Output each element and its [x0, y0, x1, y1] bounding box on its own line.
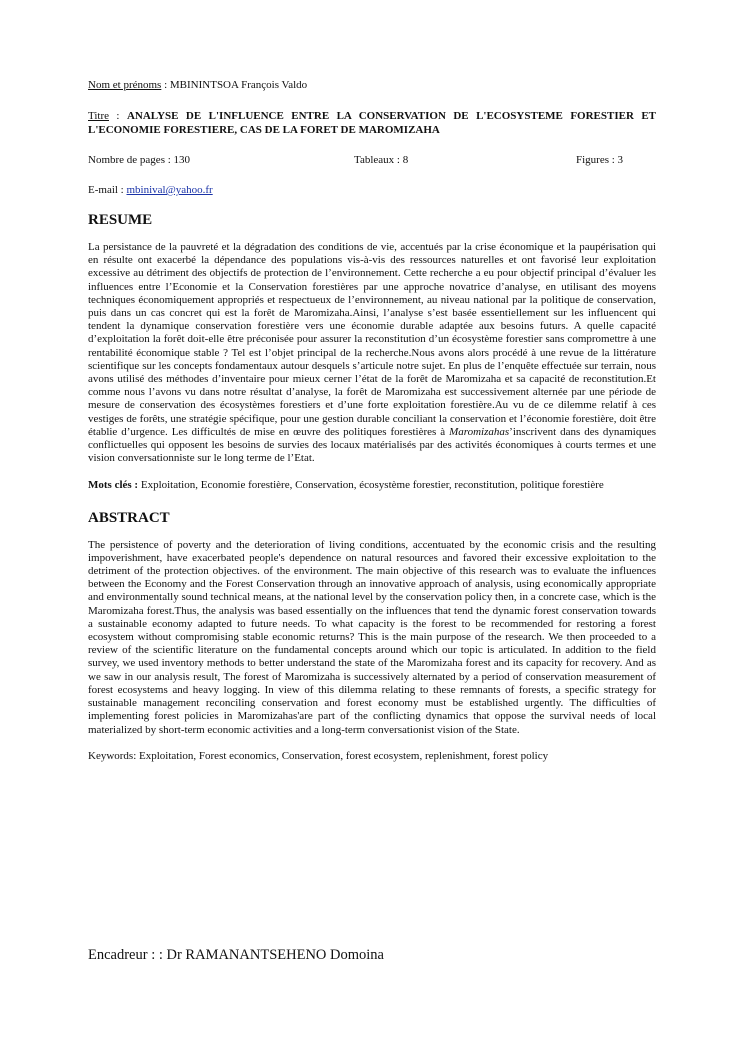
page-count: Nombre de pages : 130: [88, 154, 191, 166]
title-line: [88, 109, 656, 137]
document-page: [88, 78, 656, 763]
title-separator: :: [109, 110, 127, 122]
thesis-title: ANALYSE DE L'INFLUENCE ENTRE LA CONSERVATION DE L'ECOSYSTEME FORESTIER ET L'ECONOMIE FORESTIERE, CAS DE LA FORET DE MAROMIZAHA: [88, 110, 656, 136]
author-name: MBININTSOA François Valdo: [169, 79, 308, 91]
supervisor-line: Encadreur : : Dr RAMANANTSEHENO Domoina: [88, 947, 384, 963]
resume-text: [88, 241, 656, 465]
keywords-fr: [88, 479, 656, 492]
resume-text-part1: La persistance de la pauvreté et la dégradation des conditions de vie, accentués par la crise économique et la paupérisation qui en résulte ont exacerbé la dépendance des populations vis-à-vis des ressources naturelles et ont favorisé leur exploitation excessive au détriment des objectifs de protection de l’environnement. Cette recherche a eu pour objectif principal d’évaluer les influences entre l’Economie et la Conservation forestières par une approche novatrice d’analyse, en utilisant des moyens techniques économiquement appropriés et respectueux de l’environnement, au niveau national par la politique de conservation, puis dans un cas concret qui est la forêt de Maromizaha.Ainsi, l’analyse s’est basée essentiellement sur les influencent qui tendent la dynamique conservation forestière vers une économie durable adaptée aux besoins futurs. A quelle capacité d’exploitation la forêt doit-elle être préconisée pour assurer la reconstitution d’un écosystème forestier sans compromettre à une rentabilité économique stable ? Tel est l’objet principal de la recherche.Nous avons alors procédé à une revue de la littérature scientifique sur les concepts fondamentaux autour desquels s’articule notre sujet. En plus de l’enquête effectuée sur terrain, nous avons utilisé des méthodes d’inventaire pour mieux cerner l’état de la forêt de Maromizaha et sa capacité de reconstitution.Et comme nous l’avons vu dans notre résultat d’analyse, la forêt de Maromizaha est successivement alternée par une période de mesure de conservation des écosystèmes forestiers et d’une forte exploitation forestière.Au vu de ce dilemme relatif à ces vestiges de forêts, une stratégie spécifique, pour une gestion durable conciliant la conservation et l’économie forestière, doit être établie d’urgence. Les difficultés de mise en œuvre des politiques forestières à: [88, 241, 656, 438]
keywords-fr-value: Exploitation, Economie forestière, Conservation, écosystème forestier, reconstitution, politique forestière: [138, 479, 604, 492]
title-label: Titre: [88, 110, 109, 122]
keywords-en: Keywords: Exploitation, Forest economics, Conservation, forest ecosystem, replenishment, forest policy: [88, 749, 549, 762]
abstract-text: The persistence of poverty and the deterioration of living conditions, accentuated by the economic crisis and the resulting impoverishment, have exacerbated people's dependence on natural resources and favored their excessive exploitation to the detriment of the protection objectives. of the environment. The main objective of this research was to evaluate the influences between the Economy and the Forest Conservation through an innovative approach of analysis, using economically appropriate and environmentally sound technical means, at the national level by the conservation policy then, in a concrete case, which is the Maromizaha forest.Thus, the analysis was based essentially on the influences that tend the dynamic forest conservation towards a sustainable economy adapted to future needs. To what capacity is the forest to be recommended for restoring a forest ecosystem without compromising stable economic returns? This is the main purpose of the research. We then proceeded to a review of the scientific literature on the fundamental concepts around which our topic is articulated. In addition to the field survey, we used inventory methods to better understand the state of the Maromizaha forest and its capacity for recovery. And as we saw in our analysis result, The forest of Maromizaha is successively alternated by a period of conservation measurement of forest ecosystems and heavy logging. In view of this dilemma relating to these remnants of forests, a specific strategy for sustainable management reconciling conservation and forest economy must be established urgently. The difficulties of implementing forest policies in Maromizahas'are part of the conflicting dynamics that oppose the survival needs of local materialized by short-term economic activities and a long-term conversationist vision of the State.: [88, 538, 656, 736]
resume-text-italic: Maromizahas: [449, 425, 510, 438]
meta-row: [88, 153, 656, 167]
table-count: Tableaux : 8: [354, 154, 409, 166]
author-separator: :: [161, 79, 170, 91]
email-line: [88, 183, 656, 197]
email-label: E-mail :: [88, 184, 127, 196]
email-link[interactable]: mbinival@yahoo.fr: [126, 184, 213, 196]
author-label: Nom et prénoms: [88, 79, 162, 91]
resume-text-part2: ’inscrivent dans des dynamiques conflictuelles qui opposent les besoins de survies des locaux matérialisés par des activités économiques à courts termes et une vision conversationniste sur le long terme de l’Etat.: [88, 425, 656, 465]
figure-count: Figures : 3: [576, 154, 624, 166]
abstract-heading: ABSTRACT: [88, 509, 170, 526]
author-line: [88, 78, 656, 92]
resume-heading: RESUME: [88, 212, 153, 228]
keywords-fr-label: Mots clés :: [88, 479, 139, 492]
